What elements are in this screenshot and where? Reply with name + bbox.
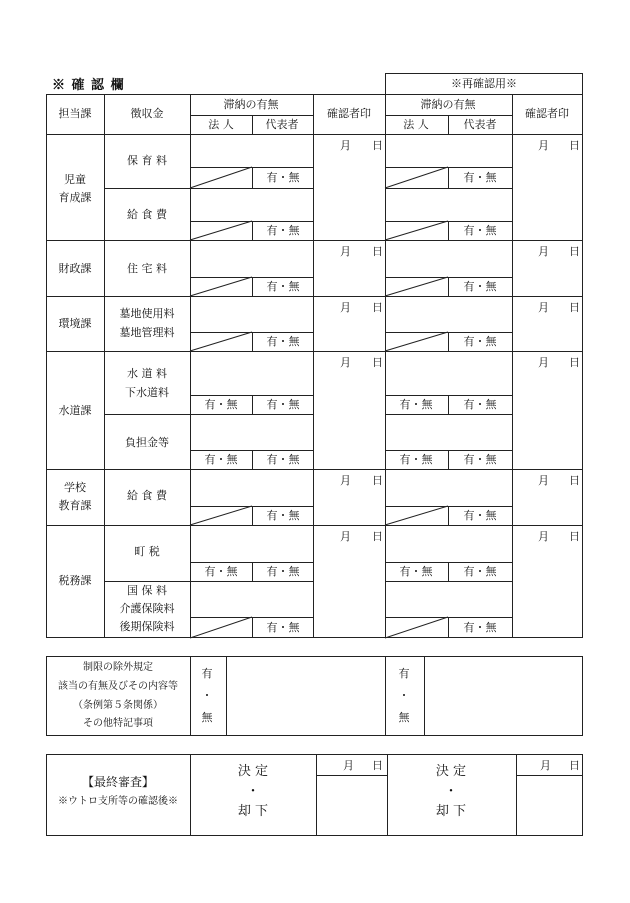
exclusion-dot-recheck: ・ <box>398 689 410 702</box>
divider <box>190 754 191 836</box>
fee-name: 後期保険料 <box>119 620 175 633</box>
dept-name: 学校 <box>64 481 86 494</box>
exclusion-dot: ・ <box>201 689 213 702</box>
exclusion-text: 制限の除外規定 <box>83 662 153 673</box>
col-header-dept: 担当課 <box>58 107 92 120</box>
recheck-title: ※再確認用※ <box>451 77 517 90</box>
fee-name: 給 食 費 <box>127 208 167 221</box>
col-header-stamp-recheck: 確認者印 <box>525 107 569 120</box>
fee-name: 介護保険料 <box>119 602 175 615</box>
fee-name: 墓地管理料 <box>119 326 175 339</box>
final-review-note: ※ウトロ支所等の確認後※ <box>58 796 178 807</box>
section-title: ※ 確 認 欄 <box>52 78 125 93</box>
dept-name: 財政課 <box>58 262 92 275</box>
decision-dot-recheck: ・ <box>444 784 458 799</box>
divider <box>316 775 387 776</box>
col-header-fee: 徴収金 <box>130 107 164 120</box>
decision-reject-recheck: 却 下 <box>435 804 467 819</box>
col-header-corp: 法 人 <box>208 118 234 131</box>
divider <box>424 656 425 736</box>
exclusion-text: その他特記事項 <box>83 718 153 729</box>
dept-name: 税務課 <box>58 574 92 587</box>
dept-name: 教育課 <box>58 499 92 512</box>
divider <box>385 656 386 736</box>
final-review-box <box>46 754 583 836</box>
col-header-arrears: 滞納の有無 <box>223 98 279 111</box>
divider <box>387 754 388 836</box>
fee-name: 下水道料 <box>125 386 169 399</box>
col-header-rep: 代表者 <box>265 118 299 131</box>
dept-name: 児童 <box>64 173 86 186</box>
exclusion-yes-recheck: 有 <box>398 667 410 680</box>
final-month: 月 <box>343 759 354 772</box>
fee-name: 水 道 料 <box>127 367 167 380</box>
col-header-stamp: 確認者印 <box>327 107 371 120</box>
dept-name: 育成課 <box>58 191 92 204</box>
exclusion-no-recheck: 無 <box>398 711 410 724</box>
col-header-arrears-recheck: 滞納の有無 <box>420 98 476 111</box>
final-day: 日 <box>372 759 383 772</box>
fee-name: 町 税 <box>134 545 160 558</box>
fee-name: 給 食 費 <box>127 489 167 502</box>
divider <box>190 656 191 736</box>
exclusion-text: 該当の有無及びその内容等 <box>58 681 178 692</box>
dept-name: 水道課 <box>58 404 92 417</box>
exclusion-text: （条例第５条関係） <box>73 700 163 711</box>
final-day-recheck: 日 <box>569 759 580 772</box>
fee-name: 墓地使用料 <box>119 307 175 320</box>
col-header-corp-recheck: 法 人 <box>403 118 429 131</box>
fee-name: 保 育 料 <box>127 154 167 167</box>
final-review-title: 【最終審査】 <box>81 775 155 789</box>
divider <box>516 775 583 776</box>
fee-name: 住 宅 料 <box>127 262 167 275</box>
divider <box>226 656 227 736</box>
decision-approve-recheck: 決 定 <box>435 764 467 779</box>
exclusion-no: 無 <box>201 711 213 724</box>
decision-reject: 却 下 <box>237 804 269 819</box>
decision-approve: 決 定 <box>237 764 269 779</box>
divider <box>316 754 317 836</box>
divider <box>516 754 517 836</box>
dept-name: 環境課 <box>58 317 92 330</box>
exclusion-yes: 有 <box>201 667 213 680</box>
final-month-recheck: 月 <box>540 759 551 772</box>
fee-name: 負担金等 <box>125 436 169 449</box>
col-header-rep-recheck: 代表者 <box>463 118 497 131</box>
fee-name: 国 保 料 <box>127 584 167 597</box>
decision-dot: ・ <box>246 784 260 799</box>
